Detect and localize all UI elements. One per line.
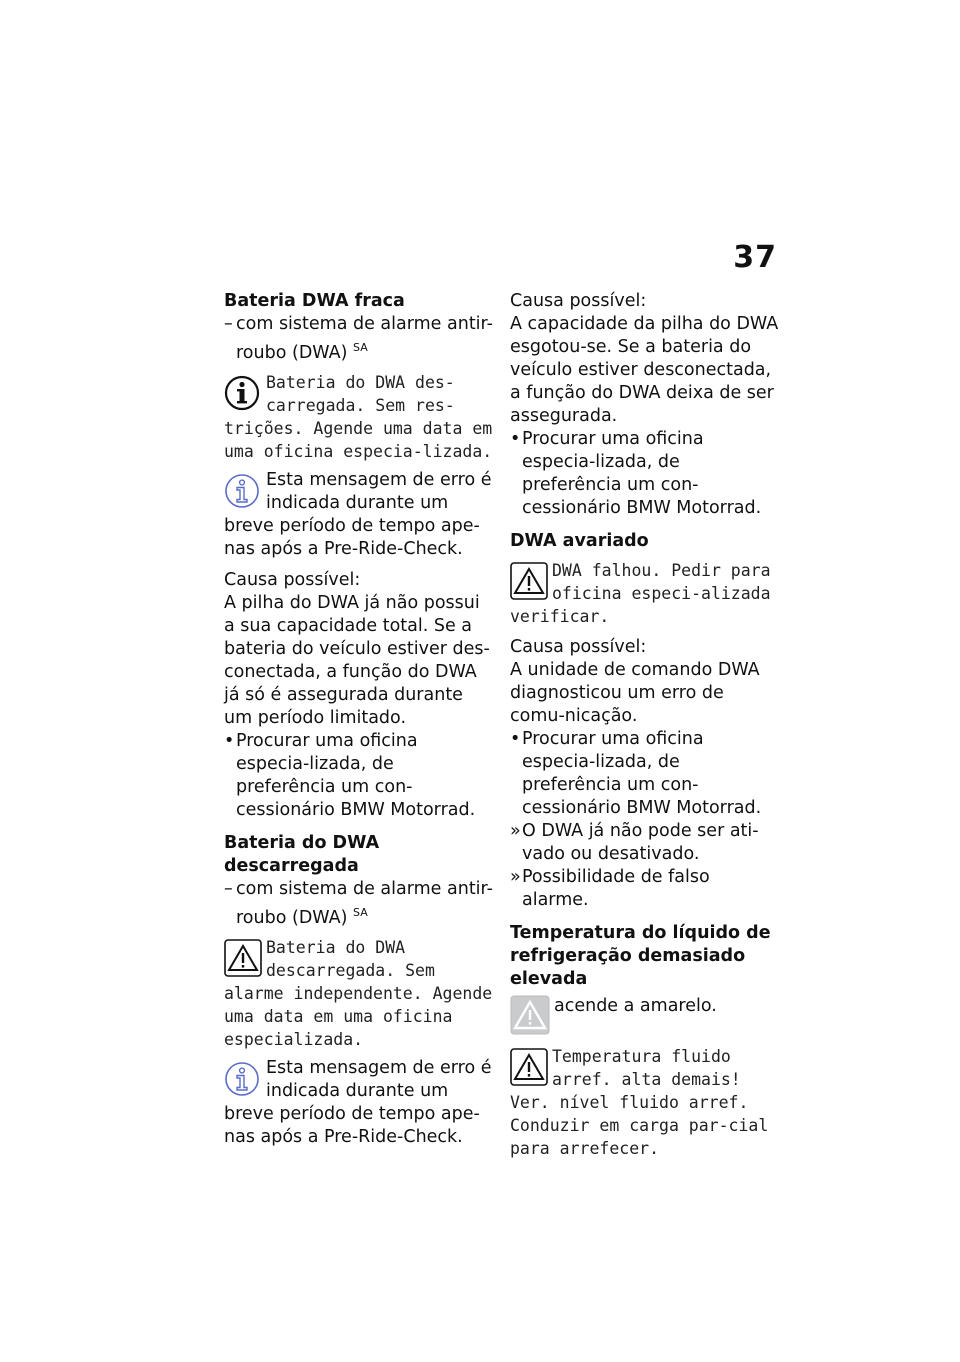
section-title-coolant-temperature: Temperatura do líquido de refrigeração demasiado elevada: [510, 923, 771, 989]
info-outline-icon: [224, 471, 262, 511]
warning-triangle-icon: [224, 938, 262, 978]
result-item: [510, 820, 780, 866]
info-note-text: Esta mensagem de erro é indicada durante um breve período de tempo ape-nas após a Pre-Ride-Check.: [224, 469, 492, 559]
section-title-dwa-faulty: DWA avariado: [510, 531, 649, 551]
info-note-block: [224, 469, 494, 561]
equipment-text: com sistema de alarme antir-roubo (DWA): [236, 878, 493, 928]
right-column: [510, 290, 780, 1160]
action-text: Procurar uma oficina especia-lizada, de preferência um con-cessionário BMW Motorrad.: [236, 730, 476, 820]
dash-mark: –: [224, 878, 233, 899]
action-text: Procurar uma oficina especia-lizada, de preferência um con-cessionário BMW Motorrad.: [522, 429, 762, 518]
sa-superscript: SA: [353, 341, 368, 354]
equipment-note: [224, 878, 494, 930]
equipment-text: com sistema de alarme antir-roubo (DWA): [236, 314, 493, 363]
section-title-dwa-battery-discharged: Bateria do DWA descarregada: [224, 832, 380, 876]
info-icon: [224, 373, 262, 413]
result-text: Possibilidade de falso alarme.: [522, 867, 710, 910]
cause-text: A unidade de comando DWA diagnosticou um erro de comu-nicação.: [510, 660, 760, 726]
result-text: O DWA já não pode ser ati-vado ou desativado.: [522, 821, 759, 864]
display-message-block: [510, 559, 780, 628]
result-item: [510, 866, 780, 912]
display-message-block: [224, 936, 494, 1051]
display-message-text: DWA falhou. Pedir para oficina especi-alizada verificar.: [510, 561, 771, 626]
result-mark: »: [510, 867, 521, 887]
info-outline-icon: [224, 1059, 262, 1099]
cause-text: A capacidade da pilha do DWA esgotou-se. Se a bateria do veículo estiver desconectada, a função do DWA deixa de ser assegurada.: [510, 314, 779, 426]
cause-label: Causa possível:: [224, 569, 361, 590]
bullet-mark: •: [510, 729, 521, 749]
action-item: [224, 730, 494, 822]
left-column: [224, 290, 494, 1149]
warning-lamp-text: acende a amarelo.: [554, 996, 717, 1016]
cause-label: Causa possível:: [510, 637, 647, 657]
display-message-text: Bateria do DWA des-carregada. Sem res-trições. Agende uma data em uma oficina especia-lizada.: [224, 372, 493, 461]
info-note-block: [224, 1057, 494, 1149]
info-note-text: Esta mensagem de erro é indicada durante um breve período de tempo ape-nas após a Pre-Ride-Check.: [224, 1057, 492, 1147]
result-mark: »: [510, 821, 521, 841]
action-item: [510, 728, 780, 820]
sa-superscript: SA: [353, 905, 368, 919]
action-text: Procurar uma oficina especia-lizada, de preferência um con-cessionário BMW Motorrad.: [522, 729, 762, 818]
cause-label: Causa possível:: [510, 291, 647, 311]
section-title-dwa-battery-weak: Bateria DWA fraca: [224, 291, 405, 311]
display-message-text: Temperatura fluido arref. alta demais! Ver. nível fluido arref. Conduzir em carga par-cial para arrefecer.: [510, 1047, 769, 1158]
action-item: [510, 428, 780, 520]
warning-triangle-icon: [510, 561, 548, 601]
dash-mark: –: [224, 314, 233, 334]
warning-lamp-icon: [510, 995, 550, 1035]
bullet-mark: •: [510, 429, 521, 449]
bullet-mark: •: [224, 730, 235, 751]
page-number: 37: [733, 240, 777, 275]
display-message-text: Bateria do DWA descarregada. Sem alarme independente. Agende uma data em uma oficina especializada.: [224, 937, 493, 1049]
display-message-block: [224, 371, 494, 463]
cause-text: A pilha do DWA já não possui a sua capacidade total. Se a bateria do veículo estiver des-conectada, a função do DWA já só é assegurada durante um período limitado.: [224, 592, 490, 728]
warning-lamp-block: [510, 995, 780, 1035]
warning-triangle-icon: [510, 1047, 548, 1087]
display-message-block: [510, 1045, 780, 1160]
equipment-note: [224, 313, 494, 365]
